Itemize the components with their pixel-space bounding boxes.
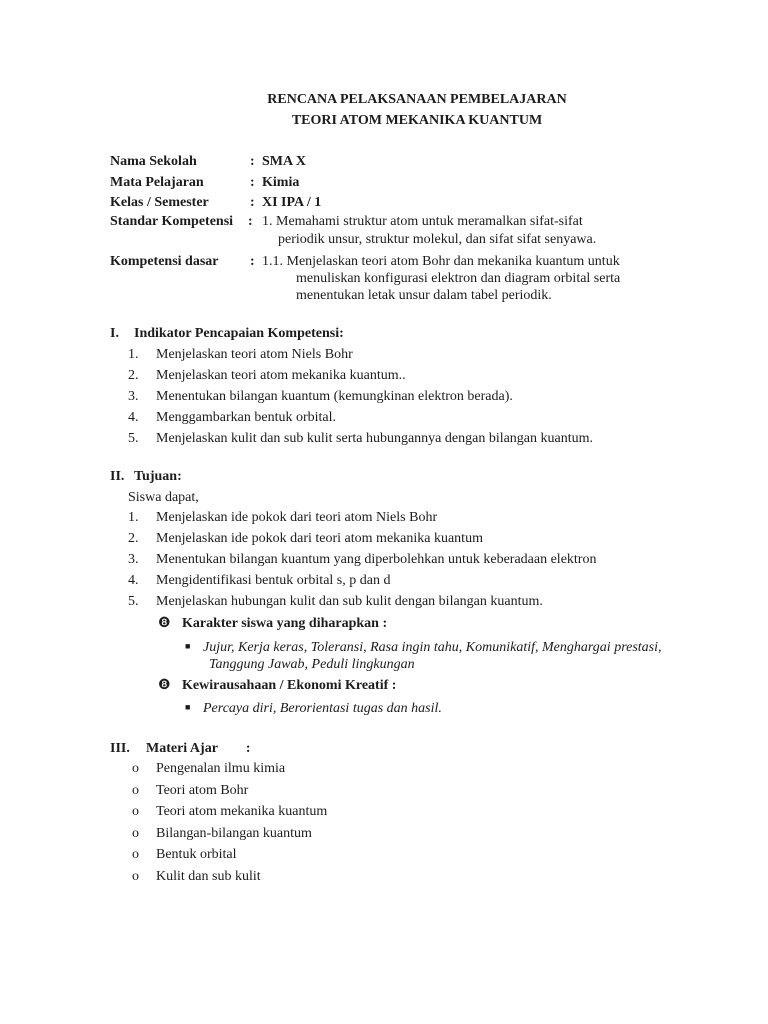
section-number: I. <box>110 326 119 341</box>
entrepreneurship-heading <box>158 676 396 696</box>
item-text: Menjelaskan ide pokok dari teori atom mekanika kuantum <box>156 531 483 546</box>
numbered-circle-icon: ❽ <box>158 678 171 693</box>
circle-bullet-icon: o <box>132 868 139 884</box>
item-number: 4. <box>128 410 139 425</box>
circle-bullet-icon: o <box>132 782 139 798</box>
item-text: Teori atom mekanika kuantum <box>156 804 328 819</box>
objectives-intro: Siswa dapat, <box>128 490 199 505</box>
info-value: SMA X <box>262 154 306 169</box>
circle-bullet-icon: o <box>132 847 139 862</box>
info-colon: : <box>248 214 253 229</box>
info-value-line: periodik unsur, struktur molekul, dan sifat sifat senyawa. <box>278 232 597 247</box>
section-number: II. <box>110 469 125 484</box>
item-number: 2. <box>128 368 139 383</box>
item-text: Menjelaskan ide pokok dari teori atom Niels Bohr <box>156 510 438 525</box>
item-text: Menjelaskan hubungan kulit dan sub kulit dengan bilangan kuantum. <box>156 594 543 609</box>
character-title: Karakter siswa yang diharapkan : <box>182 616 388 631</box>
square-bullet-icon: ■ <box>185 641 191 651</box>
character-values-continued: Tanggung Jawab, Peduli lingkungan <box>209 657 415 672</box>
item-text: Mengidentifikasi bentuk orbital s, p dan d <box>156 573 391 588</box>
entrepreneurship-values-line: Percaya diri, Berorientasi tugas dan hasil. <box>203 701 442 716</box>
section-title: Tujuan: <box>134 469 182 484</box>
info-label: Nama Sekolah <box>110 154 197 169</box>
item-number: 1. <box>128 347 139 362</box>
info-label: Kelas / Semester <box>110 195 209 210</box>
character-heading <box>158 614 387 634</box>
item-text: Bilangan-bilangan kuantum <box>156 825 312 841</box>
circle-bullet-icon: o <box>132 761 139 776</box>
info-value: XI IPA / 1 <box>262 195 322 210</box>
info-colon: : <box>250 175 255 190</box>
info-label: Standar Kompetensi <box>110 214 234 229</box>
info-value-line: menuliskan konfigurasi elektron dan diagram orbital serta <box>296 271 621 286</box>
item-number: 3. <box>128 389 139 404</box>
item-number: 2. <box>128 531 139 546</box>
info-label: Kompetensi dasar <box>110 254 219 269</box>
item-number: 4. <box>128 573 139 588</box>
info-colon: : <box>250 254 255 269</box>
info-value-line: 1.1. Menjelaskan teori atom Bohr dan mekanika kuantum untuk <box>262 254 620 269</box>
info-label: Mata Pelajaran <box>110 175 204 190</box>
numbered-circle-icon: ❽ <box>158 616 171 631</box>
item-text: Menggambarkan bentuk orbital. <box>156 410 337 425</box>
document-title: RENCANA PELAKSANAAN PEMBELAJARAN <box>267 92 567 107</box>
info-colon: : <box>250 195 255 210</box>
item-text: Menjelaskan kulit dan sub kulit serta hubungannya dengan bilangan kuantum. <box>156 431 594 446</box>
document-subtitle: TEORI ATOM MEKANIKA KUANTUM <box>291 113 543 128</box>
section-number: III. <box>110 741 130 756</box>
item-number: 5. <box>128 594 139 609</box>
item-text: Menjelaskan teori atom mekanika kuantum.. <box>156 368 406 383</box>
item-text: Menentukan bilangan kuantum yang diperbolehkan untuk keberadaan elektron <box>156 552 597 567</box>
section-heading-indicators <box>110 324 344 344</box>
info-colon: : <box>250 154 255 169</box>
entrepreneurship-title: Kewirausahaan / Ekonomi Kreatif : <box>182 678 397 693</box>
item-text: Menentukan bilangan kuantum (kemungkinan elektron berada). <box>156 389 513 404</box>
item-text: Bentuk orbital <box>156 847 237 862</box>
item-text: Teori atom Bohr <box>156 782 249 798</box>
item-number: 5. <box>128 431 139 446</box>
info-value-line: menentukan letak unsur dalam tabel periodik. <box>296 288 552 303</box>
circle-bullet-icon: o <box>132 825 139 841</box>
square-bullet-icon: ■ <box>185 702 191 712</box>
item-number: 1. <box>128 510 139 525</box>
item-text: Kulit dan sub kulit <box>156 868 261 884</box>
circle-bullet-icon: o <box>132 804 139 819</box>
info-value-line: 1. Memahami struktur atom untuk meramalkan sifat-sifat <box>262 214 583 229</box>
section-heading-materials <box>110 739 251 759</box>
section-heading-objectives <box>110 467 182 487</box>
section-title: Indikator Pencapaian Kompetensi: <box>134 326 344 341</box>
section-title: Materi Ajar <box>146 741 218 756</box>
item-text: Menjelaskan teori atom Niels Bohr <box>156 347 353 362</box>
section-colon: : <box>245 741 251 756</box>
item-number: 3. <box>128 552 139 567</box>
entrepreneurship-values <box>185 697 442 719</box>
character-values-line: Jujur, Kerja keras, Toleransi, Rasa ingin tahu, Komunikatif, Menghargai prestasi, <box>203 640 662 655</box>
item-text: Pengenalan ilmu kimia <box>156 761 286 776</box>
info-value: Kimia <box>262 175 300 190</box>
